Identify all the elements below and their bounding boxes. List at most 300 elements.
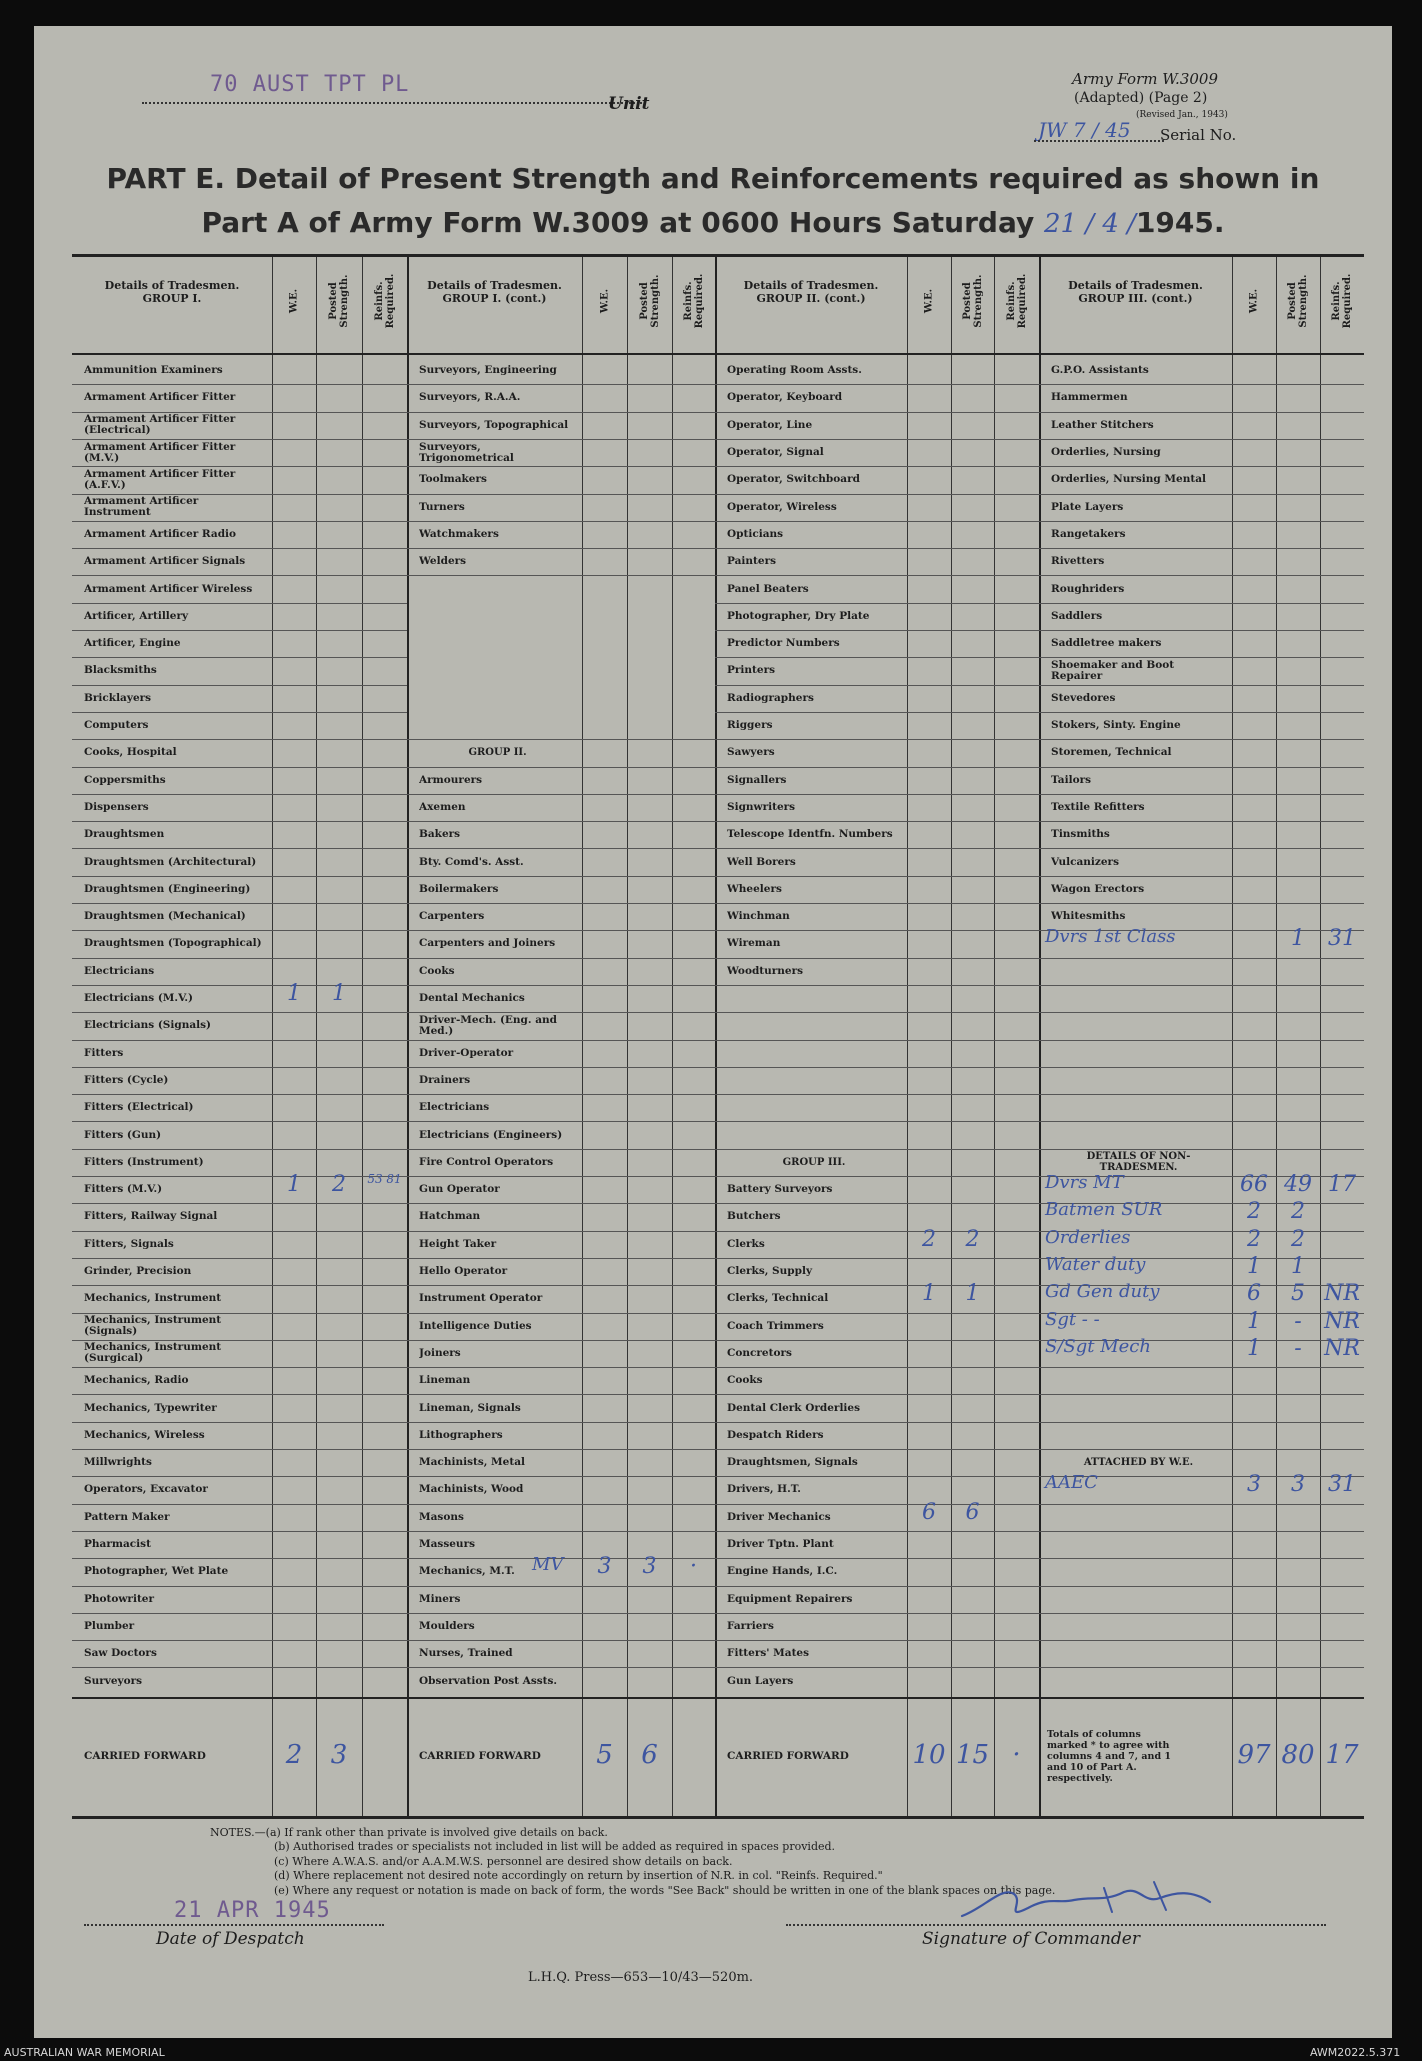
trade-label: Battery Surveyors bbox=[727, 1183, 833, 1196]
trade-label: Gun Layers bbox=[727, 1674, 794, 1687]
trade-label: Lineman bbox=[419, 1374, 471, 1387]
row-rule bbox=[1039, 985, 1364, 986]
column-header-reinfs bbox=[1322, 261, 1362, 341]
handwritten-posted-value: 2 bbox=[1291, 1199, 1305, 1225]
column-header-we bbox=[274, 261, 314, 341]
row-rule bbox=[1039, 1640, 1364, 1641]
trade-label: Electricians bbox=[84, 964, 155, 977]
handwritten-label-addition: MV bbox=[532, 1554, 564, 1576]
carried-forward-label: CARRIED FORWARD bbox=[727, 1749, 849, 1762]
trade-label: Ammunition Examiners bbox=[84, 364, 223, 377]
carried-forward-posted: 6 bbox=[641, 1740, 658, 1771]
unit-dotted-line bbox=[142, 102, 642, 104]
handwritten-trade-label: Dvrs 1st Class bbox=[1045, 926, 1176, 948]
trade-label: Concretors bbox=[727, 1346, 792, 1359]
carried-forward-we: 97 bbox=[1237, 1740, 1271, 1771]
handwritten-trade-label: S/Sgt Mech bbox=[1045, 1335, 1151, 1357]
trade-label: Telescope Identfn. Numbers bbox=[727, 828, 893, 841]
group-header-details: Details of Tradesmen. GROUP I. (cont.) bbox=[427, 279, 562, 305]
group-subheading: GROUP II. bbox=[468, 747, 527, 759]
column-header-posted-text: Posted Strength. bbox=[638, 274, 661, 328]
notes-block bbox=[210, 1826, 1055, 1898]
row-rule bbox=[715, 1121, 1039, 1122]
column-header-we bbox=[1234, 261, 1274, 341]
trade-label: Armament Artificer Radio bbox=[84, 527, 237, 540]
trade-label: Operating Room Assts. bbox=[727, 364, 862, 377]
group-subheading: GROUP III. bbox=[782, 1156, 846, 1168]
trade-label: Mechanics, Instrument bbox=[84, 1292, 222, 1305]
unit-label: Unit bbox=[608, 94, 650, 114]
carried-forward-label: CARRIED FORWARD bbox=[84, 1749, 206, 1762]
trade-label: Coach Trimmers bbox=[727, 1319, 824, 1332]
row-rule bbox=[715, 1012, 1039, 1013]
column-rule bbox=[1320, 257, 1321, 1816]
column-header-we-text: W.E. bbox=[599, 288, 610, 314]
handwritten-reinfs-value: NR bbox=[1324, 1308, 1360, 1334]
handwritten-posted-value: 2 bbox=[965, 1226, 980, 1252]
handwritten-posted-value: - bbox=[1294, 1335, 1302, 1361]
carried-forward-we: 2 bbox=[285, 1740, 303, 1771]
trade-label: Intelligence Duties bbox=[419, 1319, 532, 1332]
trade-label: Rivetters bbox=[1051, 555, 1105, 568]
group-divider bbox=[715, 257, 717, 1816]
column-header-reinfs-text: Reinfs. Required. bbox=[1331, 273, 1353, 329]
row-rule bbox=[1039, 1367, 1364, 1368]
handwritten-posted-value: 3 bbox=[1291, 1472, 1305, 1498]
handwritten-we-value: 3 bbox=[1247, 1472, 1261, 1498]
trade-label: Lineman, Signals bbox=[419, 1401, 521, 1414]
trade-label: Blacksmiths bbox=[84, 664, 157, 677]
trade-label: Sawyers bbox=[727, 746, 775, 759]
handwritten-we-value: 1 bbox=[1247, 1308, 1261, 1334]
trade-label: Rangetakers bbox=[1051, 527, 1126, 540]
handwritten-we-value: 2 bbox=[922, 1226, 936, 1252]
handwritten-reinfs-value: NR bbox=[1324, 1335, 1360, 1361]
trade-label: Fire Control Operators bbox=[419, 1155, 554, 1168]
trade-label: Fitters bbox=[84, 1046, 124, 1059]
handwritten-posted-value: 5 bbox=[1291, 1281, 1305, 1307]
row-rule bbox=[1039, 1094, 1364, 1095]
trade-label: Dispensers bbox=[84, 800, 149, 813]
row-rule bbox=[1039, 1504, 1364, 1505]
row-rule bbox=[407, 575, 715, 576]
trade-label: Mechanics, Instrument (Signals) bbox=[84, 1314, 222, 1338]
trade-label: Draughtsmen, Signals bbox=[727, 1456, 858, 1469]
column-rule bbox=[627, 257, 628, 1816]
trade-label: Dental Mechanics bbox=[419, 992, 525, 1005]
group-header-details: Details of Tradesmen. GROUP I. bbox=[104, 279, 240, 305]
trade-label: Draughtsmen (Mechanical) bbox=[84, 910, 246, 923]
title-line-2 bbox=[34, 206, 1392, 239]
note-d: (d) Where replacement not desired note accordingly on return by insertion of N.R. in col. "Reinfs. Required." bbox=[274, 1869, 883, 1883]
trade-label: Photowriter bbox=[84, 1592, 155, 1605]
trade-label: Woodturners bbox=[727, 964, 804, 977]
trade-label: Electricians (Signals) bbox=[84, 1019, 212, 1032]
trade-label: Stokers, Sinty. Engine bbox=[1051, 719, 1181, 732]
row-rule bbox=[1039, 1667, 1364, 1668]
row-rule bbox=[1039, 1422, 1364, 1423]
trade-label: Cooks bbox=[727, 1374, 763, 1387]
trade-label: Hammermen bbox=[1051, 391, 1128, 404]
trade-label: Operator, Line bbox=[727, 418, 813, 431]
trade-label: Photographer, Wet Plate bbox=[84, 1565, 229, 1578]
trade-label: Armament Artificer Wireless bbox=[84, 582, 253, 595]
trade-label: Storemen, Technical bbox=[1051, 746, 1172, 759]
trade-label: Joiners bbox=[419, 1346, 461, 1359]
trade-label: Artificer, Engine bbox=[84, 637, 181, 650]
trade-label: Painters bbox=[727, 555, 777, 568]
column-rule bbox=[316, 257, 317, 1816]
trade-label: Bty. Comd's. Asst. bbox=[419, 855, 524, 868]
trade-label: Operators, Excavator bbox=[84, 1483, 208, 1496]
handwritten-posted-value: 3 bbox=[642, 1554, 657, 1580]
title-line-2-printed: Part A of Army Form W.3009 at 0600 Hours Saturday bbox=[201, 206, 1035, 239]
trade-label: Armament Artificer Fitter (A.F.V.) bbox=[84, 467, 236, 491]
column-header-posted bbox=[953, 261, 993, 341]
row-rule bbox=[1039, 1613, 1364, 1614]
trade-label: Fitters (Instrument) bbox=[84, 1155, 204, 1168]
trade-label: Hatchman bbox=[419, 1210, 481, 1223]
group-header-details: Details of Tradesmen. GROUP II. (cont.) bbox=[743, 279, 879, 305]
form-adapted: (Adapted) (Page 2) bbox=[1074, 90, 1208, 106]
trade-label: Artificer, Artillery bbox=[84, 609, 189, 622]
column-header-posted-text: Posted Strength. bbox=[1287, 274, 1309, 328]
row-rule bbox=[1039, 1012, 1364, 1013]
handwritten-reinfs-value: 53 81 bbox=[367, 1172, 402, 1186]
archive-credit: AUSTRALIAN WAR MEMORIAL bbox=[4, 2046, 165, 2059]
trade-label: Axemen bbox=[419, 800, 466, 813]
totals-note: Totals of columns marked * to agree with columns 4 and 7, and 1 and 10 of Part A. respectively. bbox=[1047, 1728, 1172, 1784]
trade-label: Coppersmiths bbox=[84, 773, 166, 786]
trade-label: Engine Hands, I.C. bbox=[727, 1565, 838, 1578]
trade-label: Wireman bbox=[727, 937, 781, 950]
trade-label: Riggers bbox=[727, 719, 773, 732]
trade-label: Surveyors, Engineering bbox=[419, 364, 557, 377]
trade-label: Fitters' Mates bbox=[727, 1647, 810, 1660]
column-header-we-text: W.E. bbox=[1248, 288, 1260, 314]
trade-label: Equipment Repairers bbox=[727, 1592, 853, 1605]
trade-label: Plumber bbox=[84, 1619, 135, 1632]
trade-label: Draughtsmen (Architectural) bbox=[84, 855, 257, 868]
trade-label: Carpenters and Joiners bbox=[419, 937, 556, 950]
column-header-posted-text: Posted Strength. bbox=[328, 274, 350, 328]
trade-label: Observation Post Assts. bbox=[419, 1674, 558, 1687]
handwritten-reinfs-value: · bbox=[690, 1554, 697, 1580]
trade-label: Driver Tptn. Plant bbox=[727, 1538, 834, 1551]
trade-label: Electricians bbox=[419, 1101, 490, 1114]
trade-label: Mechanics, M.T. bbox=[419, 1565, 515, 1578]
handwritten-we-value: 3 bbox=[597, 1554, 612, 1580]
trade-label: Shoemaker and Boot Repairer bbox=[1051, 658, 1175, 682]
column-header-we bbox=[909, 261, 949, 341]
carried-forward-posted: 3 bbox=[330, 1740, 348, 1771]
handwritten-posted-value: 6 bbox=[965, 1499, 980, 1525]
trade-label: Fitters, Signals bbox=[84, 1237, 174, 1250]
column-header-reinfs bbox=[365, 261, 405, 341]
trade-label: Surveyors, Trigonometrical bbox=[419, 440, 514, 464]
trade-label: Miners bbox=[419, 1592, 461, 1605]
trade-label: Fitters, Railway Signal bbox=[84, 1210, 218, 1223]
group-divider bbox=[1039, 257, 1041, 1816]
handwritten-posted-value: 2 bbox=[332, 1172, 346, 1197]
carried-forward-we: 5 bbox=[596, 1740, 613, 1771]
column-header-we-text: W.E. bbox=[288, 288, 300, 314]
trade-label: Saddletree makers bbox=[1051, 637, 1162, 650]
trade-label: Masseurs bbox=[419, 1538, 476, 1551]
trade-label: Tinsmiths bbox=[1051, 828, 1110, 841]
group-subheading: DETAILS OF NON-TRADESMEN. bbox=[1086, 1151, 1191, 1174]
trade-label: Fitters (Gun) bbox=[84, 1128, 162, 1141]
trade-label: Stevedores bbox=[1051, 691, 1116, 704]
trade-label: Dental Clerk Orderlies bbox=[727, 1401, 861, 1414]
column-header-we-text: W.E. bbox=[923, 288, 935, 314]
trade-label: Mechanics, Instrument (Surgical) bbox=[84, 1341, 222, 1365]
column-header-posted-text: Posted Strength. bbox=[961, 274, 984, 328]
trade-label: Well Borers bbox=[727, 855, 796, 868]
trade-label: Driver-Operator bbox=[419, 1046, 514, 1059]
column-rule bbox=[1232, 257, 1233, 1816]
trade-label: Electricians (M.V.) bbox=[84, 992, 194, 1005]
handwritten-trade-label: Sgt - - bbox=[1045, 1308, 1100, 1330]
handwritten-trade-label: Gd Gen duty bbox=[1045, 1281, 1160, 1303]
trade-label: Fitters (Electrical) bbox=[84, 1101, 194, 1114]
form-name: Army Form W.3009 bbox=[1072, 70, 1218, 88]
trade-label: Fitters (M.V.) bbox=[84, 1183, 163, 1196]
trade-label: Armament Artificer Fitter (Electrical) bbox=[84, 413, 236, 437]
carried-forward-posted: 15 bbox=[955, 1740, 990, 1771]
trade-label: Draughtsmen (Topographical) bbox=[84, 937, 262, 950]
trade-label: Height Taker bbox=[419, 1237, 497, 1250]
row-rule bbox=[1039, 958, 1364, 959]
column-rule bbox=[1276, 257, 1277, 1816]
handwritten-we-value: 6 bbox=[1247, 1281, 1261, 1307]
column-header-reinfs-text: Reinfs. Required. bbox=[1005, 273, 1028, 329]
column-header-reinfs-text: Reinfs. Required. bbox=[373, 273, 396, 329]
handwritten-posted-value: - bbox=[1294, 1308, 1302, 1334]
row-rule bbox=[715, 985, 1039, 986]
trade-label: Watchmakers bbox=[419, 527, 499, 540]
trade-label: Fitters (Cycle) bbox=[84, 1073, 169, 1086]
trade-label: Whitesmiths bbox=[1051, 910, 1126, 923]
note-b: (b) Authorised trades or specialists not included in list will be added as required in spaces provided. bbox=[274, 1840, 836, 1854]
trade-label: Orderlies, Nursing Mental bbox=[1051, 473, 1206, 486]
handwritten-we-value: 1 bbox=[1247, 1335, 1261, 1361]
trade-label: Computers bbox=[84, 719, 149, 732]
trade-label: Clerks, Supply bbox=[727, 1265, 813, 1278]
header-rule bbox=[72, 353, 1364, 355]
carried-forward-label: CARRIED FORWARD bbox=[419, 1749, 541, 1762]
trade-label: Bakers bbox=[419, 828, 461, 841]
trade-label: Millwrights bbox=[84, 1456, 152, 1469]
handwritten-posted-value: 1 bbox=[1291, 926, 1305, 952]
title-year: 1945 bbox=[1135, 206, 1214, 239]
trade-label: G.P.O. Assistants bbox=[1051, 364, 1149, 377]
trade-label: Wheelers bbox=[727, 882, 782, 895]
row-rule bbox=[1039, 1558, 1364, 1559]
group-divider bbox=[407, 257, 409, 1816]
trade-label: Clerks bbox=[727, 1237, 765, 1250]
trade-label: Moulders bbox=[419, 1619, 475, 1632]
trade-label: Saw Doctors bbox=[84, 1647, 157, 1660]
trade-label: Saddlers bbox=[1051, 609, 1103, 622]
trade-label: Turners bbox=[419, 500, 465, 513]
trade-label: Printers bbox=[727, 664, 776, 677]
row-rule bbox=[1039, 1040, 1364, 1041]
carried-forward-we: 10 bbox=[912, 1740, 946, 1771]
serial-dotted-line bbox=[1034, 140, 1164, 142]
note-a: NOTES.—(a) If rank other than private is involved give details on back. bbox=[210, 1826, 608, 1839]
trade-label: Wagon Erectors bbox=[1051, 882, 1145, 895]
handwritten-we-value: 2 bbox=[1247, 1226, 1261, 1252]
trade-label: Boilermakers bbox=[419, 882, 499, 895]
row-rule bbox=[1039, 1394, 1364, 1395]
trade-label: Clerks, Technical bbox=[727, 1292, 829, 1305]
trade-label: Orderlies, Nursing bbox=[1051, 446, 1161, 459]
handwritten-posted-value: 1 bbox=[332, 980, 346, 1006]
trade-label: Cooks, Hospital bbox=[84, 746, 177, 759]
trade-label: Lithographers bbox=[419, 1428, 503, 1441]
trade-label: Opticians bbox=[727, 527, 784, 540]
row-rule bbox=[1039, 1121, 1364, 1122]
trade-label: Armament Artificer Fitter bbox=[84, 391, 236, 404]
trade-label: Photographer, Dry Plate bbox=[727, 609, 870, 622]
trade-label: Driver-Mech. (Eng. and Med.) bbox=[419, 1013, 557, 1037]
trade-label: Armament Artificer Signals bbox=[84, 555, 246, 568]
handwritten-posted-value: 1 bbox=[1291, 1253, 1305, 1279]
trade-label: Instrument Operator bbox=[419, 1292, 543, 1305]
trade-label: Leather Stitchers bbox=[1051, 418, 1154, 431]
trade-label: Toolmakers bbox=[419, 473, 487, 486]
despatch-label: Date of Despatch bbox=[156, 1929, 305, 1949]
trade-label: Radiographers bbox=[727, 691, 814, 704]
handwritten-posted-value: 1 bbox=[965, 1281, 980, 1307]
handwritten-we-value: 1 bbox=[287, 980, 301, 1006]
trade-label: Armament Artificer Instrument bbox=[84, 495, 199, 519]
form-sheet bbox=[34, 26, 1392, 2038]
trade-label: Textile Refitters bbox=[1051, 800, 1145, 813]
trade-label: Operator, Signal bbox=[727, 446, 824, 459]
row-rule bbox=[715, 1094, 1039, 1095]
handwritten-we-value: 1 bbox=[922, 1281, 936, 1307]
trade-label: Operator, Switchboard bbox=[727, 473, 860, 486]
handwritten-we-value: 2 bbox=[1247, 1199, 1261, 1225]
trade-label: Draughtsmen (Engineering) bbox=[84, 882, 251, 895]
column-rule bbox=[272, 257, 273, 1816]
handwritten-posted-value: 2 bbox=[1291, 1226, 1305, 1252]
row-rule bbox=[1039, 1531, 1364, 1532]
trade-label: Pharmacist bbox=[84, 1538, 151, 1551]
row-rule bbox=[1039, 1586, 1364, 1587]
strength-table bbox=[72, 254, 1364, 1819]
column-header-reinfs bbox=[674, 261, 714, 341]
title-end: . bbox=[1213, 206, 1225, 239]
trade-label: Surveyors, R.A.A. bbox=[419, 391, 521, 404]
row-rule bbox=[1039, 1067, 1364, 1068]
column-rule bbox=[672, 257, 673, 1816]
trade-label: Cooks bbox=[419, 964, 455, 977]
trade-label: Welders bbox=[419, 555, 467, 568]
column-header-posted bbox=[630, 261, 670, 341]
footer-rule bbox=[72, 1697, 1364, 1699]
trade-label: Driver Mechanics bbox=[727, 1510, 831, 1523]
column-header-reinfs bbox=[997, 261, 1037, 341]
title-date-handwritten: 21 / 4 / bbox=[1044, 209, 1136, 239]
handwritten-we-value: 66 bbox=[1240, 1172, 1268, 1197]
trade-label: Panel Beaters bbox=[727, 582, 809, 595]
carried-forward-posted: 80 bbox=[1281, 1740, 1315, 1771]
trade-label: Mechanics, Typewriter bbox=[84, 1401, 217, 1414]
serial-label: Serial No. bbox=[1160, 126, 1237, 144]
signature-dotted-line bbox=[786, 1924, 1326, 1926]
handwritten-trade-label: Batmen SUR bbox=[1045, 1199, 1163, 1221]
trade-label: Operator, Keyboard bbox=[727, 391, 843, 404]
trade-label: Masons bbox=[419, 1510, 464, 1523]
handwritten-trade-label: AAEC bbox=[1045, 1472, 1098, 1494]
column-header-we bbox=[585, 261, 625, 341]
trade-label: Signwriters bbox=[727, 800, 796, 813]
trade-label: Predictor Numbers bbox=[727, 637, 840, 650]
carried-forward-reinfs: 17 bbox=[1325, 1740, 1359, 1771]
trade-label: Nurses, Trained bbox=[419, 1647, 513, 1660]
despatch-date-stamp: 21 APR 1945 bbox=[174, 1898, 331, 1923]
trade-label: Drivers, H.T. bbox=[727, 1483, 801, 1496]
trade-label: Butchers bbox=[727, 1210, 781, 1223]
trade-label: Bricklayers bbox=[84, 691, 152, 704]
handwritten-trade-label: Dvrs MT bbox=[1045, 1172, 1124, 1193]
trade-label: Drainers bbox=[419, 1073, 471, 1086]
trade-label: Gun Operator bbox=[419, 1183, 500, 1196]
despatch-dotted-line bbox=[84, 1924, 384, 1926]
trade-label: Surveyors bbox=[84, 1674, 143, 1687]
trade-label: Mechanics, Wireless bbox=[84, 1428, 205, 1441]
handwritten-we-value: 1 bbox=[287, 1172, 301, 1197]
carried-forward-reinfs: · bbox=[1012, 1740, 1021, 1771]
trade-label: Signallers bbox=[727, 773, 787, 786]
row-rule bbox=[715, 1040, 1039, 1041]
column-header-reinfs-text: Reinfs. Required. bbox=[682, 273, 705, 329]
handwritten-reinfs-value: 31 bbox=[1328, 1472, 1356, 1498]
group-subheading: ATTACHED BY W.E. bbox=[1083, 1457, 1194, 1469]
signature-label: Signature of Commander bbox=[922, 1929, 1140, 1949]
trade-label: Machinists, Metal bbox=[419, 1456, 525, 1469]
press-line: L.H.Q. Press—653—10/43—520m. bbox=[528, 1970, 754, 1985]
note-c: (c) Where A.W.A.S. and/or A.A.M.W.S. personnel are desired show details on back. bbox=[274, 1854, 733, 1868]
trade-label: Winchman bbox=[727, 910, 790, 923]
trade-label: Despatch Riders bbox=[727, 1428, 824, 1441]
trade-label: Hello Operator bbox=[419, 1265, 508, 1278]
column-rule bbox=[994, 257, 995, 1816]
handwritten-posted-value: 49 bbox=[1284, 1172, 1312, 1197]
trade-label: Farriers bbox=[727, 1619, 774, 1632]
trade-label: Tailors bbox=[1051, 773, 1092, 786]
handwritten-reinfs-value: 17 bbox=[1328, 1172, 1356, 1197]
note-e: (e) Where any request or notation is made on back of form, the words "See Back" should be written in one of the blank spaces on this page. bbox=[274, 1883, 1056, 1897]
trade-label: Mechanics, Radio bbox=[84, 1374, 189, 1387]
trade-label: Electricians (Engineers) bbox=[419, 1128, 563, 1141]
handwritten-we-value: 6 bbox=[922, 1499, 936, 1525]
serial-handwritten: JW 7 / 45 bbox=[1038, 118, 1131, 142]
trade-label: Machinists, Wood bbox=[419, 1483, 524, 1496]
trade-label: Pattern Maker bbox=[84, 1510, 170, 1523]
handwritten-trade-label: Water duty bbox=[1045, 1253, 1146, 1275]
trade-label: Vulcanizers bbox=[1051, 855, 1120, 868]
group-header-details: Details of Tradesmen. GROUP III. (cont.) bbox=[1068, 279, 1203, 305]
handwritten-we-value: 1 bbox=[1247, 1253, 1261, 1279]
column-rule bbox=[907, 257, 908, 1816]
column-header-posted bbox=[1278, 261, 1318, 341]
trade-label: Surveyors, Topographical bbox=[419, 418, 569, 431]
trade-label: Roughriders bbox=[1051, 582, 1125, 595]
